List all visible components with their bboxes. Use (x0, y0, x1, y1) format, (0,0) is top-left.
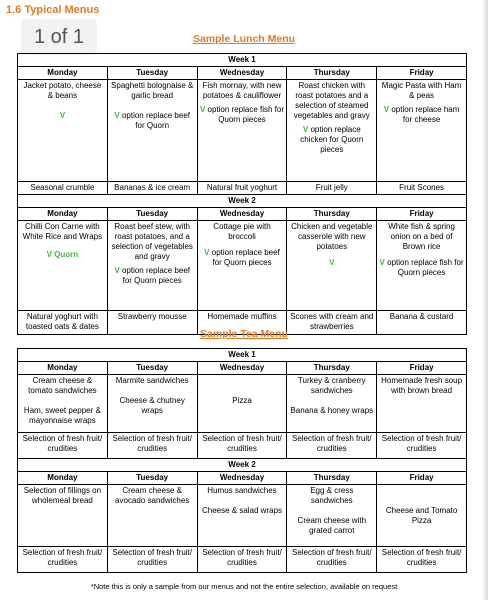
vegetarian-marker: V (329, 258, 335, 267)
tea-week1-label: Week 1 (18, 349, 467, 362)
tea-week1-side: Selection of fresh fruit/ crudities (107, 433, 197, 459)
tea-week1-main: Marmite sandwiches Cheese & chutney wraps (107, 375, 197, 433)
day-header: Wednesday (197, 67, 287, 80)
day-header: Monday (18, 472, 108, 485)
day-header: Wednesday (197, 208, 287, 221)
lunch-week1-friday-main: Magic Pasta with Ham & peas V option replace ham for cheese (377, 80, 467, 182)
day-header: Monday (18, 362, 108, 375)
lunch-week1-monday-main: Jacket potato, cheese & beans V (18, 80, 108, 182)
lunch-week2-tuesday-main: Roast beef stew, with roast potatoes, and a selection of vegetables and gravy V option replace beef for Quorn pieces (107, 221, 197, 311)
lunch-menu-title: Sample Lunch Menu (192, 33, 296, 45)
lunch-week2-dessert: Homemade muffins (197, 311, 287, 335)
vegetarian-marker: V (199, 105, 206, 114)
vegetarian-marker: V Quorn (46, 250, 79, 259)
tea-menu-title: Sample Tea Menu (200, 328, 288, 340)
vegetarian-marker: V (379, 258, 385, 267)
day-header: Friday (377, 208, 467, 221)
tea-week1-main: Homemade fresh soup with brown bread (377, 375, 467, 433)
tea-week1-main: Pizza (197, 375, 287, 433)
lunch-week2-dessert: Banana & custard (377, 311, 467, 335)
tea-week2-main: Cream cheese & avocado sandwiches (107, 485, 197, 547)
day-header: Wednesday (197, 362, 287, 375)
lunch-week1-dessert: Seasonal crumble (18, 182, 108, 195)
lunch-week2-friday-main: White fish & spring onion on a bed of Brown rice V option replace fish for Quorn pieces (377, 221, 467, 311)
day-header: Thursday (287, 472, 377, 485)
tea-menu-table (17, 348, 467, 573)
lunch-week2-dessert: Scones with cream and strawberries (287, 311, 377, 335)
day-header: Tuesday (107, 67, 197, 80)
vegetarian-marker: V (383, 105, 390, 114)
page-indicator: 1 of 1 (22, 20, 96, 54)
lunch-week1-dessert: Fruit jelly (287, 182, 377, 195)
vegetarian-marker: V (114, 111, 120, 120)
tea-week2-main: Selection of fillings on wholemeal bread (18, 485, 108, 547)
day-header: Tuesday (107, 208, 197, 221)
vegetarian-marker: V (114, 266, 120, 275)
tea-week1-main: Turkey & cranberry sandwiches Banana & honey wraps (287, 375, 377, 433)
vegetarian-marker: V (59, 111, 66, 120)
tea-week1-side: Selection of fresh fruit/ crudities (18, 433, 108, 459)
tea-week1-side: Selection of fresh fruit/ crudities (287, 433, 377, 459)
lunch-week2-label: Week 2 (18, 195, 467, 208)
footnote: *Note this is only a sample from our menus and not the entire selection, available on request (90, 582, 398, 591)
tea-week2-label: Week 2 (18, 459, 467, 472)
day-header: Friday (377, 67, 467, 80)
lunch-week2-thursday-main: Chicken and vegetable casserole with new potatoes V (287, 221, 377, 311)
day-header: Wednesday (197, 472, 287, 485)
tea-week2-side: Selection of fresh fruit/ crudities (107, 547, 197, 573)
day-header: Friday (377, 362, 467, 375)
lunch-week1-tuesday-main: Spaghetti bolognaise & garlic bread V option replace beef for Quorn (107, 80, 197, 182)
day-header: Monday (18, 208, 108, 221)
day-header: Tuesday (107, 362, 197, 375)
tea-week2-side: Selection of fresh fruit/ crudities (377, 547, 467, 573)
lunch-week2-dessert: Strawberry mousse (107, 311, 197, 335)
tea-week2-side: Selection of fresh fruit/ crudities (18, 547, 108, 573)
lunch-week1-thursday-main: Roast chicken with roast potatoes and a selection of steamed vegetables and gravy V option replace chicken for Quorn pieces (287, 80, 377, 182)
lunch-week2-monday-main: Chilli Con Carne with White Rice and Wraps V Quorn (18, 221, 108, 311)
tea-week1-side: Selection of fresh fruit/ crudities (197, 433, 287, 459)
day-header: Thursday (287, 67, 377, 80)
lunch-week2-dessert: Natural yoghurt with toasted oats & dates (18, 311, 108, 335)
day-header: Tuesday (107, 472, 197, 485)
page-section-title: 1.6 Typical Menus (6, 4, 100, 16)
tea-week2-main: Egg & cress sandwiches Cream cheese with grated carrot (287, 485, 377, 547)
tea-week2-side: Selection of fresh fruit/ crudities (197, 547, 287, 573)
tea-week2-main: Cheese and Tomato Pizza (377, 485, 467, 547)
lunch-week1-dessert: Natural fruit yoghurt (197, 182, 287, 195)
day-header: Thursday (287, 362, 377, 375)
lunch-week1-dessert: Fruit Scones (377, 182, 467, 195)
tea-week1-main: Cream cheese & tomato sandwiches Ham, sweet pepper & mayonnaise wraps (18, 375, 108, 433)
lunch-menu-table (17, 53, 467, 335)
tea-week2-main: Humus sandwiches Cheese & salad wraps (197, 485, 287, 547)
page-edge-shadow (482, 0, 488, 600)
day-header: Thursday (287, 208, 377, 221)
lunch-week1-dessert: Bananas & ice cream (107, 182, 197, 195)
lunch-week2-wednesday-main: Cottage pie with broccoli V option replace beef for Quorn pieces (197, 221, 287, 311)
tea-week1-side: Selection of fresh fruit/ crudities (377, 433, 467, 459)
vegetarian-marker: V (302, 125, 309, 134)
tea-week2-side: Selection of fresh fruit/ crudities (287, 547, 377, 573)
vegetarian-marker: V (204, 248, 210, 257)
lunch-week1-label: Week 1 (18, 54, 467, 67)
day-header: Friday (377, 472, 467, 485)
lunch-week1-wednesday-main: Fish mornay, with new potatoes & cauliflower V option replace fish for Quorn pieces (197, 80, 287, 182)
day-header: Monday (18, 67, 108, 80)
